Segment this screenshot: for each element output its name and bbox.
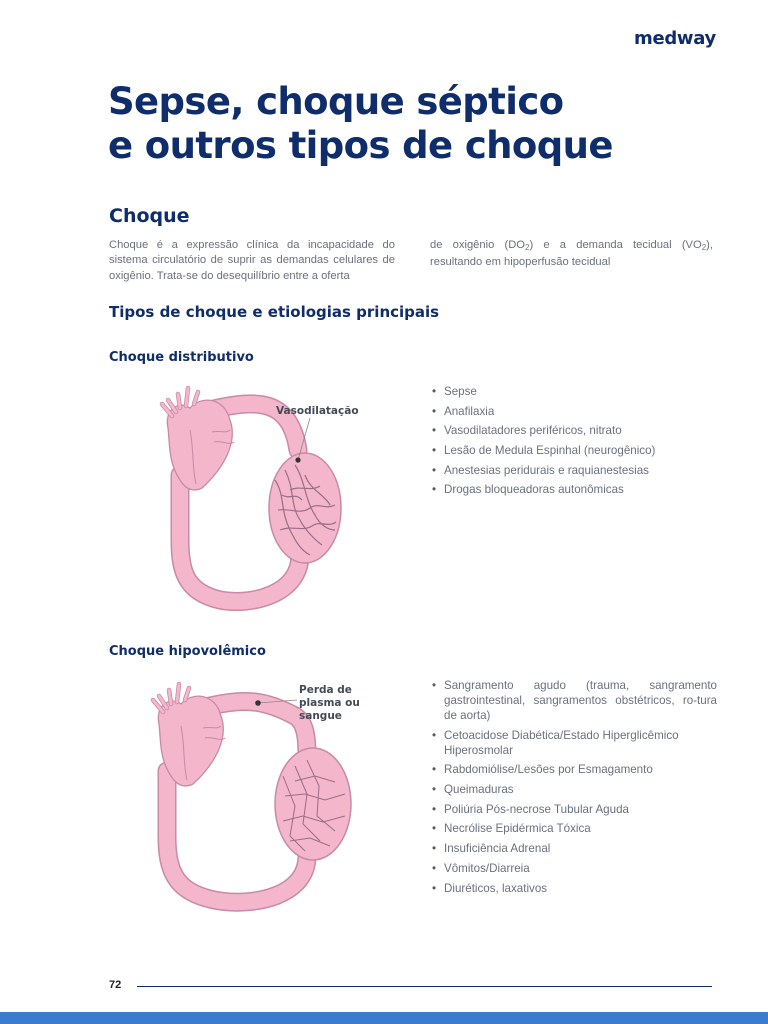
list-item: • Anafilaxia (432, 404, 717, 419)
subscript-2: 2 (701, 243, 707, 252)
list-item: • Diuréticos, laxativos (432, 881, 717, 896)
intro-paragraph-right (430, 238, 713, 271)
intro-text-part-1: de oxigênio (DO (430, 239, 526, 251)
intro-text-part-3: ), resultando em hipoperfusão tecidual (430, 239, 714, 269)
list-item: • Lesão de Medula Espinhal (neurogênico) (432, 443, 717, 458)
capillary-bed (269, 453, 341, 563)
footer-divider (137, 986, 712, 987)
footer-color-bar (0, 1012, 768, 1024)
list-item: • Rabdomiólise/Lesões por Esmagamento (432, 762, 717, 777)
choque-distributivo-title: Choque distributivo (109, 350, 254, 365)
list-item: • Vasodilatadores periféricos, nitrato (432, 423, 717, 438)
page-title (108, 80, 728, 168)
label-marker-dot (255, 700, 261, 706)
diagram-label-line-2: plasma ou (299, 697, 360, 709)
capillary-bed (275, 748, 351, 860)
list-item: • Queimaduras (432, 782, 717, 797)
subscript-2: 2 (525, 243, 530, 252)
page-title-line-1: Sepse, choque séptico (108, 80, 564, 123)
choque-hipovolemico-title: Choque hipovolêmico (109, 644, 266, 659)
page-title-line-2: e outros tipos de choque (108, 124, 613, 167)
list-item: • Insuficiência Adrenal (432, 841, 717, 856)
page-number: 72 (109, 979, 122, 991)
list-item: • Poliúria Pós-necrose Tubular Aguda (432, 802, 717, 817)
list-item: • Necrólise Epidérmica Tóxica (432, 821, 717, 836)
diagram-label-perda (299, 684, 360, 723)
subsection-heading-tipos: Tipos de choque e etiologias principais (109, 303, 440, 321)
medway-logo: medway (633, 28, 716, 49)
list-item: • Vômitos/Diarreia (432, 861, 717, 876)
hipovolemico-etiology-list (432, 678, 717, 900)
diagram-label-line-3: sangue (299, 710, 342, 722)
diagram-label-line-1: Perda de (299, 684, 352, 696)
list-item: • Drogas bloqueadoras autonômicas (432, 482, 717, 497)
list-item: • Sepse (432, 384, 717, 399)
list-item: • Cetoacidose Diabética/Estado Hiperglicêmico Hiperosmolar (432, 728, 717, 758)
diagram-label-vasodilatacao: Vasodilatação (276, 405, 359, 417)
label-marker-dot (295, 457, 300, 462)
intro-text-part-2: ) e a demanda tecidual (VO (529, 239, 702, 251)
distributivo-etiology-list (432, 384, 717, 502)
list-item: • Sangramento agudo (trauma, sangramento gastrointestinal, sangramentos obstétricos, ro-tura de aorta) (432, 678, 717, 723)
list-item: • Anestesias peridurais e raquianestesias (432, 463, 717, 478)
intro-paragraph-left: Choque é a expressão clínica da incapacidade do sistema circulatório de suprir as demandas celulares de oxigênio. Trata-se do desequilíbrio entre a oferta (109, 239, 395, 282)
section-heading-choque: Choque (109, 205, 190, 227)
